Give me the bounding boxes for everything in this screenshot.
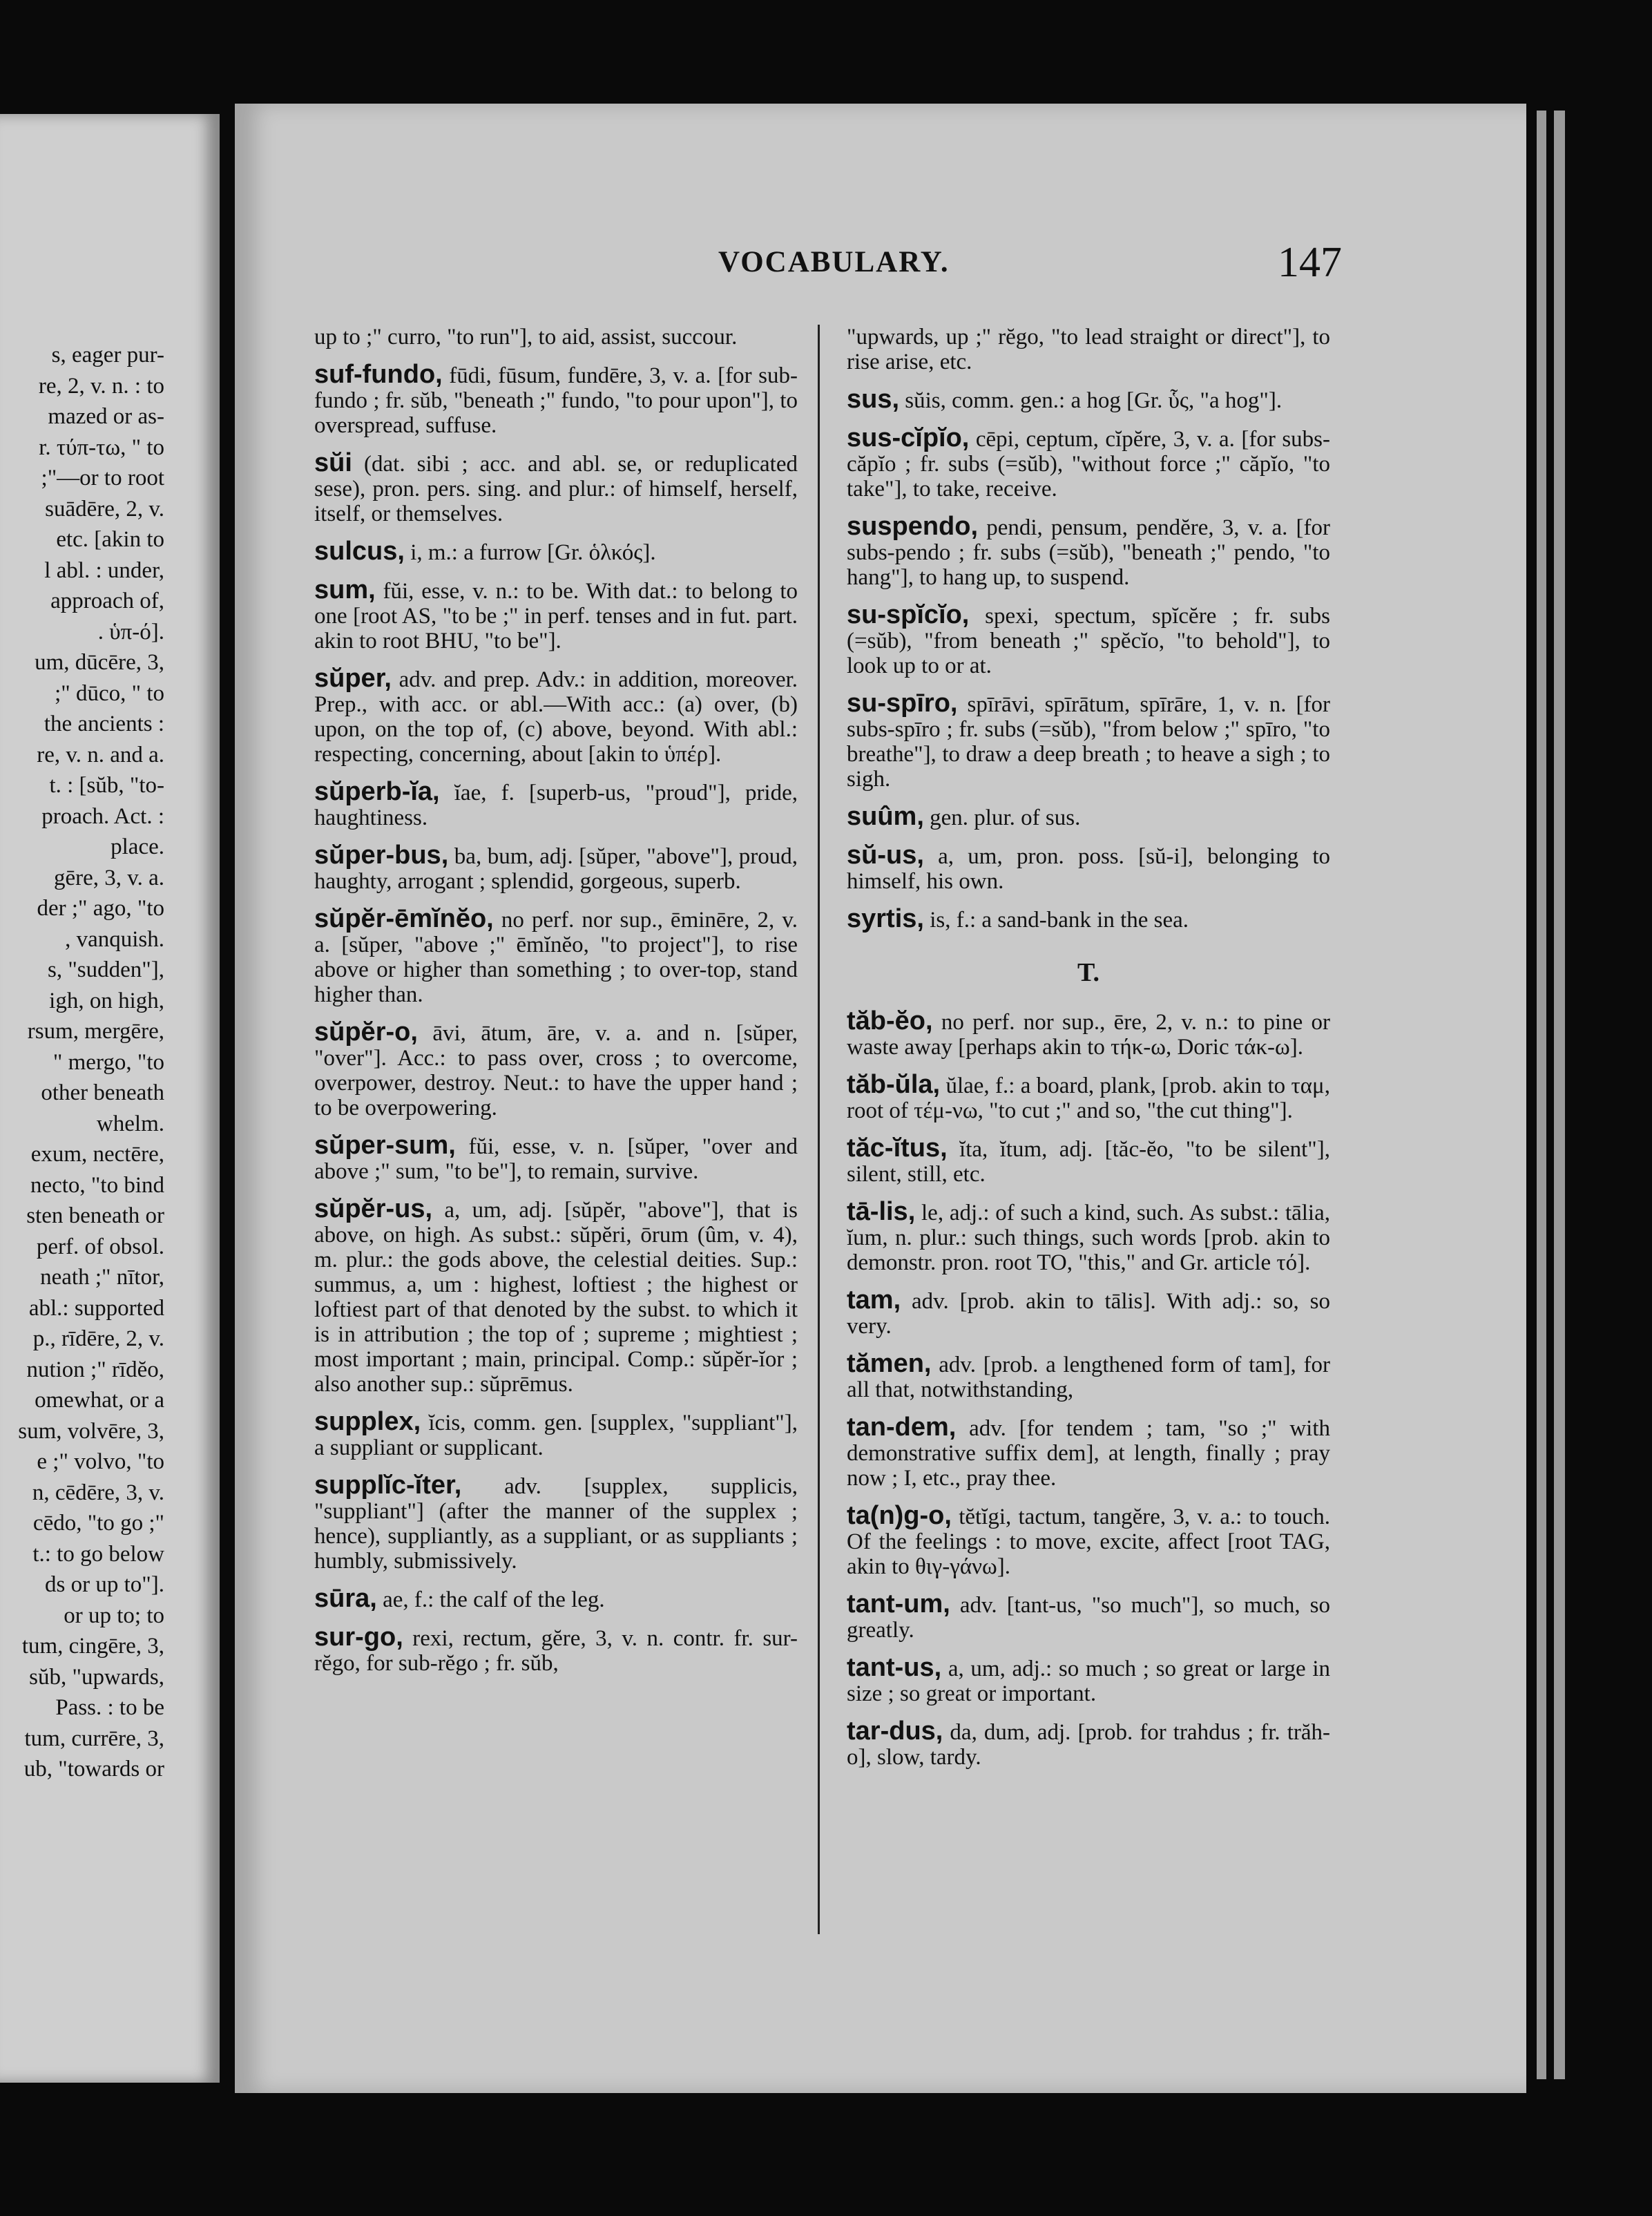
definition-text: ŭlae, f.: a board, plank, [prob. akin to ταμ, root of τέμ-νω, "to cut ;" and so, "the cut thing"]. xyxy=(847,1073,1330,1123)
definition-text: da, dum, adj. [prob. for trahdus ; fr. trăh-o], slow, tardy. xyxy=(847,1720,1330,1770)
page-number: 147 xyxy=(1278,239,1342,286)
headword: tămen, xyxy=(847,1349,932,1378)
dictionary-entry xyxy=(847,1136,1330,1187)
left-page-line: " mergo, "to xyxy=(52,1049,164,1075)
definition-text: spīrāvi, spīrātum, spīrāre, 1, v. n. [for subs-spīro ; fr. subs (=sŭb), "from below ;" spīro, "to breathe"], to draw a deep breath ; to heave a sigh ; to sigh. xyxy=(847,692,1330,792)
dictionary-entry xyxy=(847,1719,1330,1770)
definition-text: fŭi, esse, v. n.: to be. With dat.: to belong to one [root AS, "to be ;" in perf. tenses and in fut. part. akin to root BHU, "to be"]. xyxy=(314,579,798,653)
dictionary-entry xyxy=(314,1020,798,1120)
dictionary-entry xyxy=(847,325,1330,374)
definition-text: is, f.: a sand-bank in the sea. xyxy=(930,908,1189,933)
headword: sūra, xyxy=(314,1584,377,1613)
definition-text: ĭcis, comm. gen. [supplex, "suppliant"], a suppliant or supplicant. xyxy=(314,1411,798,1460)
dictionary-entry xyxy=(847,1199,1330,1275)
headword: suspendo, xyxy=(847,512,979,541)
headword: tant-um, xyxy=(847,1589,950,1618)
left-page-line: proach. Act. : xyxy=(41,803,164,829)
headword: sus-cĭpĭo, xyxy=(847,423,970,452)
headword: suf-fundo, xyxy=(314,360,443,389)
left-page-line: , vanquish. xyxy=(65,926,164,952)
definition-text: "upwards, up ;" rĕgo, "to lead straight or direct"], to rise arise, etc. xyxy=(847,325,1330,374)
headword: sŭper-sum, xyxy=(314,1131,456,1160)
headword: tā-lis, xyxy=(847,1197,916,1226)
definition-text: adv. [for tendem ; tam, "so ;" with demonstrative suffix dem], at length, finally ; pray now ; I, etc., pray thee. xyxy=(847,1416,1330,1491)
left-page-line: cēdo, "to go ;" xyxy=(32,1511,164,1536)
headword: sus, xyxy=(847,385,900,414)
left-page-line: Pass. : to be xyxy=(55,1695,164,1720)
headword: syrtis, xyxy=(847,904,924,933)
left-page-line: p., rīdēre, 2, v. xyxy=(32,1326,164,1351)
dictionary-entry xyxy=(314,1133,798,1184)
left-page-line: . ὑπ-ό]. xyxy=(97,619,164,644)
definition-text: ae, f.: the calf of the leg. xyxy=(383,1587,605,1612)
definition-text: sŭis, comm. gen.: a hog [Gr. ὗς, "a hog"]. xyxy=(905,388,1283,413)
headword: supplex, xyxy=(314,1407,421,1436)
dictionary-entry xyxy=(314,1196,798,1397)
dictionary-entry xyxy=(314,539,798,565)
section-letter-heading: T. xyxy=(1077,958,1100,987)
page-edge xyxy=(1554,111,1565,2079)
definition-text: adv. [supplex, supplicis, "suppliant"] (after the manner of the supplex ; hence), suppliantly, as a suppliant, or as suppliants ; humbly, submissively. xyxy=(314,1474,798,1574)
left-page-line: place. xyxy=(111,834,164,859)
definition-text: a, um, adj.: so much ; so great or large in size ; so great or important. xyxy=(847,1656,1331,1706)
left-page-line: l abl. : under, xyxy=(44,557,164,583)
left-page-line: sum, volvēre, 3, xyxy=(18,1418,164,1444)
headword: tăb-ĕo, xyxy=(847,1006,933,1035)
definition-text: rexi, rectum, gĕre, 3, v. n. contr. fr. sur-rĕgo, for sub-rĕgo ; fr. sŭb, xyxy=(314,1626,798,1676)
dictionary-entry xyxy=(314,325,798,350)
left-page-line: sten beneath or xyxy=(26,1203,164,1228)
left-page-line: ds or up to"]. xyxy=(45,1572,164,1597)
definition-text: ba, bum, adj. [sŭper, "above"], proud, haughty, arrogant ; splendid, gorgeous, superb. xyxy=(314,844,798,894)
left-page-fragment xyxy=(0,114,220,2083)
left-page-line: n, cēdēre, 3, v. xyxy=(32,1480,164,1505)
headword: sŭpĕr-o, xyxy=(314,1018,418,1047)
left-page-line: the ancients : xyxy=(44,711,164,736)
left-page-line: r. τύπ-τω, " to xyxy=(39,434,164,460)
left-page-line: abl.: supported xyxy=(28,1295,164,1321)
left-page-line: e ;" volvo, "to xyxy=(37,1449,164,1474)
definition-text: up to ;" curro, "to run"], to aid, assist, succour. xyxy=(314,325,738,350)
dictionary-entry xyxy=(847,691,1330,792)
headword: tar-dus, xyxy=(847,1717,943,1746)
left-page-line: der ;" ago, "to xyxy=(37,896,164,921)
dictionary-entry xyxy=(847,387,1330,413)
definition-text: adv. [prob. akin to tālis]. With adj.: so, so very. xyxy=(847,1289,1331,1339)
dictionary-entry xyxy=(314,577,798,653)
dictionary-entry xyxy=(314,1586,798,1612)
left-page-line: gēre, 3, v. a. xyxy=(53,865,164,890)
dictionary-entry xyxy=(847,1655,1330,1706)
headword: sŭperb-ĭa, xyxy=(314,777,440,806)
definition-text: fŭi, esse, v. n. [sŭper, "over and above ;" sum, "to be"], to remain, survive. xyxy=(314,1134,798,1184)
headword: tăb-ŭla, xyxy=(847,1070,941,1099)
headword: sŭpĕr-us, xyxy=(314,1194,433,1223)
definition-text: le, adj.: of such a kind, such. As subst.: tālia, ĭum, n. plur.: such things, such words [prob. akin to demonstr. pron. root TO, "this," and Gr. article τό]. xyxy=(847,1201,1330,1275)
dictionary-entry xyxy=(314,779,798,830)
left-page-line: t.: to go below xyxy=(32,1541,164,1567)
definition-text: pendi, pensum, pendĕre, 3, v. a. [for subs-pendo ; fr. subs (=sŭb), "beneath ;" pendo, "to hang"], to hang up, to suspend. xyxy=(847,515,1330,590)
definition-text: a, um, adj. [sŭpĕr, "above"], that is above, on high. As subst.: sŭpĕri, ōrum (ûm, v. 4), m. plur.: the gods above, the celestial deities. Sup.: summus, a, um : highest, loftiest ; the highest or loftiest part of that denoted by the subst. to which it is in attribution ; the top of ; supreme ; mightiest ; most important ; main, principal. Comp.: sŭpĕr-ĭor ; also another sup.: sŭprēmus. xyxy=(314,1198,798,1397)
left-page-line: other beneath xyxy=(41,1080,164,1105)
definition-text: cēpi, ceptum, cĭpĕre, 3, v. a. [for subs-căpĭo ; fr. subs (=sŭb), "without force ;" căpĭo, "to take"], to take, receive. xyxy=(847,427,1331,502)
headword: sulcus, xyxy=(314,537,405,566)
headword: sum, xyxy=(314,575,376,604)
definition-text: tĕtĭgi, tactum, tangĕre, 3, v. a.: to touch. Of the feelings : to move, excite, affect [root TAG, akin to θιγ-γάνω]. xyxy=(847,1505,1331,1579)
left-page-line: etc. [akin to xyxy=(56,527,164,552)
definition-text: ĭta, ĭtum, adj. [tăc-ĕo, "to be silent"], silent, still, etc. xyxy=(847,1137,1330,1187)
definition-text: adv. [prob. a lengthened form of tam], for all that, notwithstanding, xyxy=(847,1353,1331,1402)
left-page-line: omewhat, or a xyxy=(35,1388,164,1413)
left-page-line: approach of, xyxy=(50,589,164,613)
running-head: VOCABULARY. xyxy=(718,246,950,278)
headword: su-spīro, xyxy=(847,689,958,718)
dictionary-entry xyxy=(314,1473,798,1574)
left-page-line: rsum, mergēre, xyxy=(27,1019,164,1044)
headword: su-spĭcĭo, xyxy=(847,600,970,629)
definition-text: adv. and prep. Adv.: in addition, moreover. Prep., with acc. or abl.—With acc.: (a) over, (b) upon, on the top of, (c) above, beyond. With abl.: respecting, concerning, about [akin to ὑπέρ]. xyxy=(314,667,798,767)
right-column xyxy=(847,325,1330,1782)
page-edge xyxy=(1537,111,1546,2079)
dictionary-entry xyxy=(314,450,798,526)
left-page-line: t. : [sŭb, "to- xyxy=(49,773,164,798)
left-page-line: igh, on high, xyxy=(49,988,164,1013)
left-page-line: necto, "to bind xyxy=(30,1172,164,1198)
definition-text: spexi, spectum, spĭcĕre ; fr. subs (=sŭb), "from beneath ;" spĕcĭo, "to behold"], to look up to or at. xyxy=(847,604,1330,678)
left-page-line: perf. of obsol. xyxy=(36,1234,164,1259)
left-page-line: s, "sudden"], xyxy=(47,957,164,982)
definition-text: (dat. sibi ; acc. and abl. se, or reduplicated sese), pron. pers. sing. and plur.: of himself, herself, itself, or themselves. xyxy=(314,452,798,526)
definition-text: āvi, ātum, āre, v. a. and n. [sŭper, "over"]. Acc.: to pass over, cross ; to overcome, overpower, destroy. Neut.: to have the upper hand ; to be overpowering. xyxy=(314,1021,798,1120)
definition-text: gen. plur. of sus. xyxy=(930,805,1081,830)
headword: sur-go, xyxy=(314,1623,403,1652)
column-rule xyxy=(818,325,820,1934)
dictionary-entry xyxy=(847,1503,1330,1579)
definition-text: ĭae, f. [superb-us, "proud"], pride, haughtiness. xyxy=(314,781,798,830)
headword: suûm, xyxy=(847,802,924,831)
dictionary-entry xyxy=(847,1288,1330,1339)
dictionary-entry xyxy=(847,906,1330,933)
left-page-line: suādēre, 2, v. xyxy=(45,496,164,522)
dictionary-entry xyxy=(314,1625,798,1676)
left-page-line: ub, "towards or xyxy=(23,1757,164,1782)
dictionary-entry xyxy=(847,1589,1330,1643)
left-page-line: ;"—or to root xyxy=(41,466,164,490)
headword: tăc-ĭtus, xyxy=(847,1134,948,1163)
headword: sŭi xyxy=(314,448,352,477)
headword: sŭper, xyxy=(314,664,392,693)
definition-text: no perf. nor sup., ēminēre, 2, v. a. [sŭper, "above ;" ēmĭnĕo, "to project"], to rise above or higher than something ; to over-top, stand higher than. xyxy=(314,908,798,1007)
dictionary-entry xyxy=(314,1409,798,1460)
headword: ta(n)g-o, xyxy=(847,1501,952,1530)
dictionary-entry xyxy=(847,1351,1330,1402)
left-page-line: neath ;" nītor, xyxy=(40,1265,164,1290)
dictionary-entry xyxy=(314,666,798,767)
dictionary-entry xyxy=(314,362,798,438)
left-page-line: re, 2, v. n. : to xyxy=(38,373,164,399)
left-page-line: or up to; to xyxy=(64,1603,164,1628)
definition-text: a, um, pron. poss. [sŭ-i], belonging to himself, his own. xyxy=(847,844,1330,894)
left-page-line: sŭb, "upwards, xyxy=(29,1664,164,1690)
left-column xyxy=(314,325,798,1688)
dictionary-entry xyxy=(314,843,798,894)
dictionary-entry xyxy=(847,1072,1330,1123)
left-page-line: re, v. n. and a. xyxy=(37,742,164,767)
left-page-line: nution ;" rīdĕo, xyxy=(26,1357,164,1382)
headword: sŭ-us, xyxy=(847,841,924,870)
dictionary-entry xyxy=(847,1006,1331,1060)
left-page-line: exum, nectēre, xyxy=(30,1142,164,1167)
left-page-line: ;" dūco, " to xyxy=(55,680,164,706)
left-page-line: s, eager pur- xyxy=(51,343,164,367)
dictionary-entry xyxy=(847,514,1330,590)
dictionary-entry xyxy=(847,602,1330,678)
headword: sŭper-bus, xyxy=(314,841,449,870)
dictionary-entry xyxy=(847,1415,1330,1491)
definition-text: i, m.: a furrow [Gr. ὁλκός]. xyxy=(410,540,656,565)
dictionary-entry xyxy=(847,423,1331,502)
left-page-line: tum, cingēre, 3, xyxy=(21,1634,164,1659)
definition-text: fūdi, fūsum, fundēre, 3, v. a. [for sub-fundo ; fr. sŭb, "beneath ;" fundo, "to pour upon"], to overspread, suffuse. xyxy=(314,363,798,438)
headword: tan-dem, xyxy=(847,1413,957,1442)
left-page-line: whelm. xyxy=(96,1111,164,1136)
headword: tant-us, xyxy=(847,1653,942,1682)
headword: sŭpĕr-ēmĭnĕo, xyxy=(314,904,494,933)
dictionary-entry xyxy=(847,804,1330,830)
definition-text: no perf. nor sup., ēre, 2, v. n.: to pine or waste away [perhaps akin to τήκ-ω, Doric τάκ-ω]. xyxy=(847,1010,1331,1060)
dictionary-entry xyxy=(847,843,1330,894)
left-page-line: tum, currēre, 3, xyxy=(24,1726,164,1751)
left-page-line: um, dūcēre, 3, xyxy=(35,650,164,675)
definition-text: adv. [tant-us, "so much"], so much, so greatly. xyxy=(847,1593,1330,1643)
headword: supplĭc-ĭter, xyxy=(314,1471,462,1500)
headword: tam, xyxy=(847,1286,901,1315)
dictionary-entry xyxy=(314,906,798,1007)
left-page-line: mazed or as- xyxy=(48,404,164,429)
